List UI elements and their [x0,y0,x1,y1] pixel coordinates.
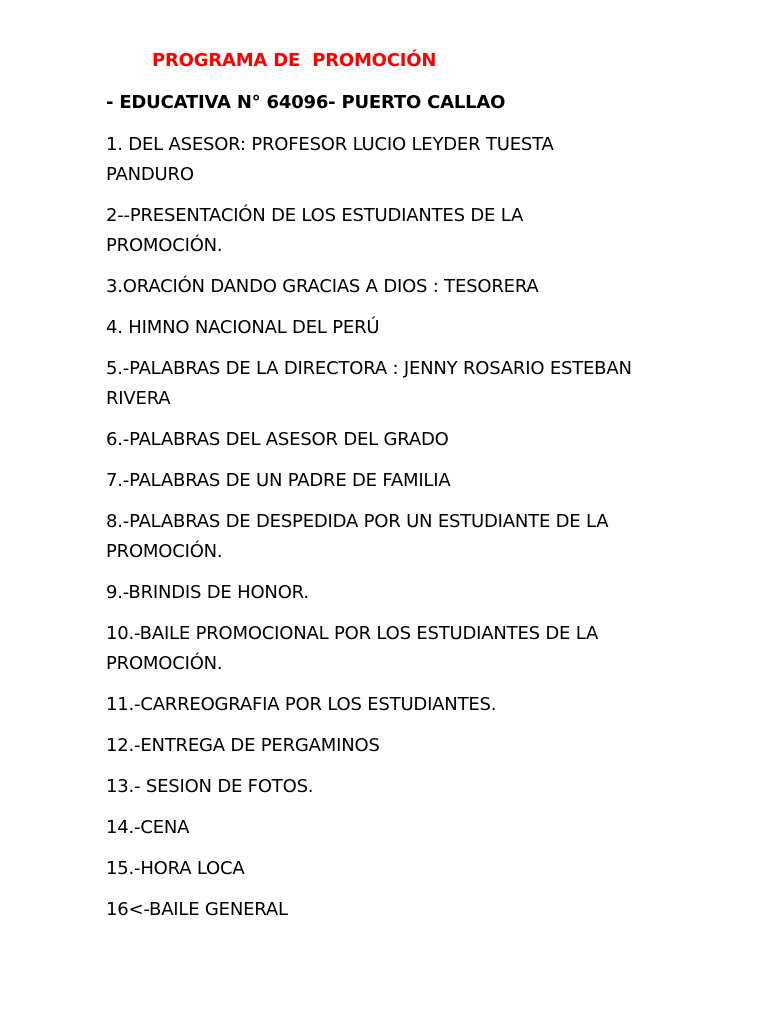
program-list [106,130,706,936]
program-item-13: 13.- SESION DE FOTOS. [106,776,314,797]
program-item-10: 10.-BAILE PROMOCIONAL POR LOS ESTUDIANTES DE LA PROMOCIÓN. [106,623,599,674]
program-item-7: 7.-PALABRAS DE UN PADRE DE FAMILIA [106,470,451,491]
program-item-15: 15.-HORA LOCA [106,858,245,879]
document-title: PROGRAMA DE PROMOCIÓN [152,50,437,71]
program-item-2: 2--PRESENTACIÓN DE LOS ESTUDIANTES DE LA PROMOCIÓN. [106,205,524,256]
program-item-14: 14.-CENA [106,817,190,838]
program-item-4: 4. HIMNO NACIONAL DEL PERÚ [106,317,380,338]
program-item-9: 9.-BRINDIS DE HONOR. [106,582,309,603]
program-item-1: 1. DEL ASESOR: PROFESOR LUCIO LEYDER TUESTA PANDURO [106,134,554,185]
program-item-8: 8.-PALABRAS DE DESPEDIDA POR UN ESTUDIANTE DE LA PROMOCIÓN. [106,511,609,562]
program-item-16: 16<-BAILE GENERAL [106,899,288,920]
program-item-5: 5.-PALABRAS DE LA DIRECTORA : JENNY ROSARIO ESTEBAN RIVERA [106,358,632,409]
program-item-3: 3.ORACIÓN DANDO GRACIAS A DIOS : TESORERA [106,276,539,297]
document-subtitle: - EDUCATIVA N° 64096- PUERTO CALLAO [106,92,506,113]
program-item-12: 12.-ENTREGA DE PERGAMINOS [106,735,380,756]
program-item-11: 11.-CARREOGRAFIA POR LOS ESTUDIANTES. [106,694,497,715]
program-item-6: 6.-PALABRAS DEL ASESOR DEL GRADO [106,429,449,450]
